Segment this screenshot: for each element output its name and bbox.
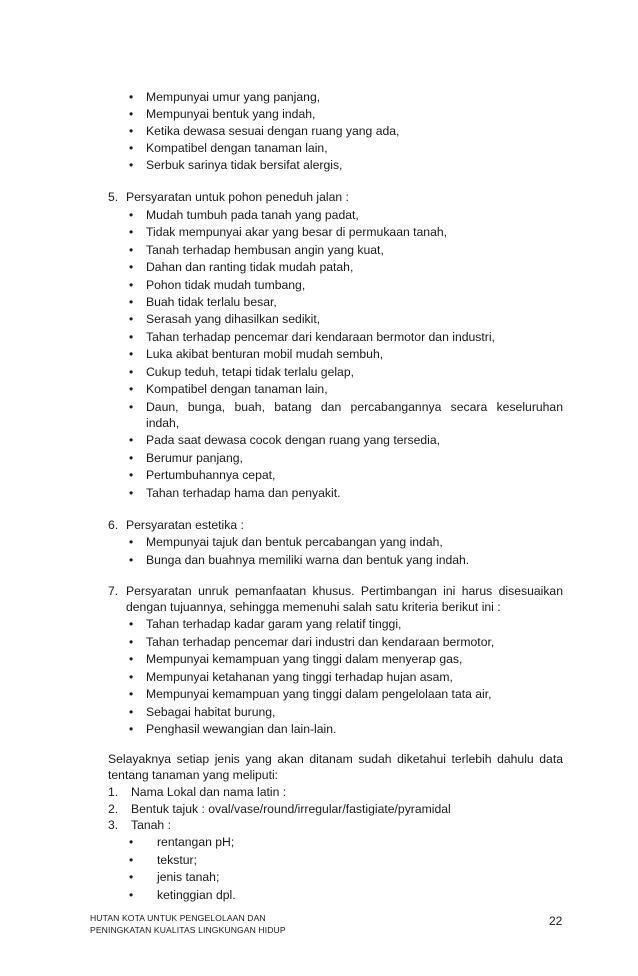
- bullet: •: [129, 852, 134, 867]
- bullet: •: [129, 107, 134, 121]
- list-item: Mempunyai kemampuan yang tinggi dalam menyerap gas,: [146, 652, 463, 666]
- list-item: Kompatibel dengan tanaman lain,: [146, 141, 328, 155]
- closing-line1: Selayaknya setiap jenis yang akan ditanam sudah diketahui terlebih dahulu data: [108, 752, 563, 766]
- numbered-item-text: Tanah :: [131, 818, 171, 832]
- list-item: Ketika dewasa sesuai dengan ruang yang ada,: [146, 124, 400, 138]
- closing-line2: tentang tanaman yang meliputi:: [108, 768, 279, 782]
- list-item: Pada saat dewasa cocok dengan ruang yang tersedia,: [146, 433, 441, 447]
- bullet: •: [129, 887, 134, 902]
- list-item: rentangan pH;: [157, 835, 235, 849]
- list-item: Tahan terhadap pencemar dari industri dan kendaraan bermotor,: [146, 634, 495, 649]
- list-item: Mempunyai umur yang panjang,: [146, 90, 321, 104]
- list-item: Mempunyai bentuk yang indah,: [146, 107, 316, 121]
- bullet: •: [129, 260, 134, 275]
- bullet: •: [129, 617, 134, 631]
- page-number: 22: [549, 914, 563, 928]
- bullet: •: [129, 141, 134, 155]
- bullet: •: [129, 652, 134, 666]
- section6-title: Persyaratan estetika :: [126, 518, 244, 532]
- list-item: Mudah tumbuh pada tanah yang padat,: [146, 208, 359, 222]
- list-item: jenis tanah;: [157, 870, 220, 884]
- numbered-item-number: 3.: [108, 818, 119, 832]
- bullet: •: [129, 552, 134, 567]
- bullet: •: [129, 158, 134, 172]
- bullet: •: [129, 208, 134, 222]
- list-item: Mempunyai ketahanan yang tinggi terhadap hujan asam,: [146, 669, 453, 684]
- list-item: Mempunyai tajuk dan bentuk percabangan yang indah,: [146, 535, 443, 549]
- list-item: Serbuk sarinya tidak bersifat alergis,: [146, 158, 343, 172]
- list-item: Pertumbuhannya cepat,: [146, 468, 276, 482]
- list-item: Dahan dan ranting tidak mudah patah,: [146, 260, 354, 275]
- list-item: Berumur panjang,: [146, 450, 243, 465]
- numbered-item-text: Nama Lokal dan nama latin :: [131, 785, 287, 799]
- list-item-continuation: indah,: [146, 416, 180, 430]
- list-item: Mempunyai kemampuan yang tinggi dalam pengelolaan tata air,: [146, 687, 492, 701]
- section7-number: 7.: [108, 584, 119, 598]
- list-item: Penghasil wewangian dan lain-lain.: [146, 722, 337, 736]
- bullet: •: [129, 433, 134, 447]
- list-item: Tahan terhadap kadar garam yang relatif tinggi,: [146, 617, 402, 631]
- bullet: •: [129, 485, 134, 500]
- bullet: •: [129, 364, 134, 379]
- bullet: •: [129, 382, 134, 396]
- list-item: ketinggian dpl.: [157, 887, 236, 902]
- bullet: •: [129, 295, 134, 309]
- bullet: •: [129, 347, 134, 362]
- bullet: •: [129, 535, 134, 549]
- list-item: tekstur;: [157, 852, 197, 867]
- list-item: Tahan terhadap hama dan penyakit.: [146, 485, 341, 500]
- numbered-item-text: Bentuk tajuk : oval/vase/round/irregular/fastigiate/pyramidal: [131, 801, 451, 816]
- section7-line1: Persyaratan unruk pemanfaatan khusus. Pertimbangan ini harus disesuaikan: [126, 584, 563, 598]
- bullet: •: [129, 225, 134, 240]
- list-item: Tahan terhadap pencemar dari kendaraan bermotor dan industri,: [146, 329, 495, 344]
- bullet: •: [129, 312, 134, 327]
- numbered-item-number: 2.: [108, 801, 119, 816]
- bullet: •: [129, 277, 134, 292]
- bullet: •: [129, 468, 134, 482]
- list-item: Tanah terhadap hembusan angin yang kuat,: [146, 242, 384, 257]
- bullet: •: [129, 329, 134, 344]
- section7-line2: dengan tujuannya, sehingga memenuhi salah satu kriteria berikut ini :: [126, 600, 501, 614]
- numbered-item-number: 1.: [108, 785, 119, 799]
- bullet: •: [129, 704, 134, 719]
- bullet: •: [129, 722, 134, 736]
- section5-number: 5.: [108, 190, 119, 204]
- footer-line1: HUTAN KOTA UNTUK PENGELOLAAN DAN: [90, 913, 266, 923]
- list-item: Pohon tidak mudah tumbang,: [146, 277, 306, 292]
- list-item: Bunga dan buahnya memiliki warna dan bentuk yang indah.: [146, 552, 470, 567]
- bullet: •: [129, 835, 134, 849]
- bullet: •: [129, 90, 134, 104]
- bullet: •: [129, 400, 134, 414]
- list-item: Sebagai habitat burung,: [146, 704, 276, 719]
- bullet: •: [129, 669, 134, 684]
- bullet: •: [129, 124, 134, 138]
- bullet: •: [129, 687, 134, 701]
- list-item: Kompatibel dengan tanaman lain,: [146, 382, 328, 396]
- bullet: •: [129, 634, 134, 649]
- footer-line2: PENINGKATAN KUALITAS LINGKUNGAN HIDUP: [90, 925, 286, 935]
- bullet: •: [129, 450, 134, 465]
- list-item: Cukup teduh, tetapi tidak terlalu gelap,: [146, 364, 355, 379]
- bullet: •: [129, 242, 134, 257]
- bullet: •: [129, 870, 134, 884]
- list-item: Tidak mempunyai akar yang besar di permukaan tanah,: [146, 225, 448, 240]
- list-item: Daun, bunga, buah, batang dan percabangannya secara keseluruhan: [146, 400, 563, 414]
- list-item: Serasah yang dihasilkan sedikit,: [146, 312, 321, 327]
- list-item: Luka akibat benturan mobil mudah sembuh,: [146, 347, 384, 362]
- section5-title: Persyaratan untuk pohon peneduh jalan :: [126, 190, 349, 204]
- section6-number: 6.: [108, 518, 119, 532]
- list-item: Buah tidak terlalu besar,: [146, 295, 277, 309]
